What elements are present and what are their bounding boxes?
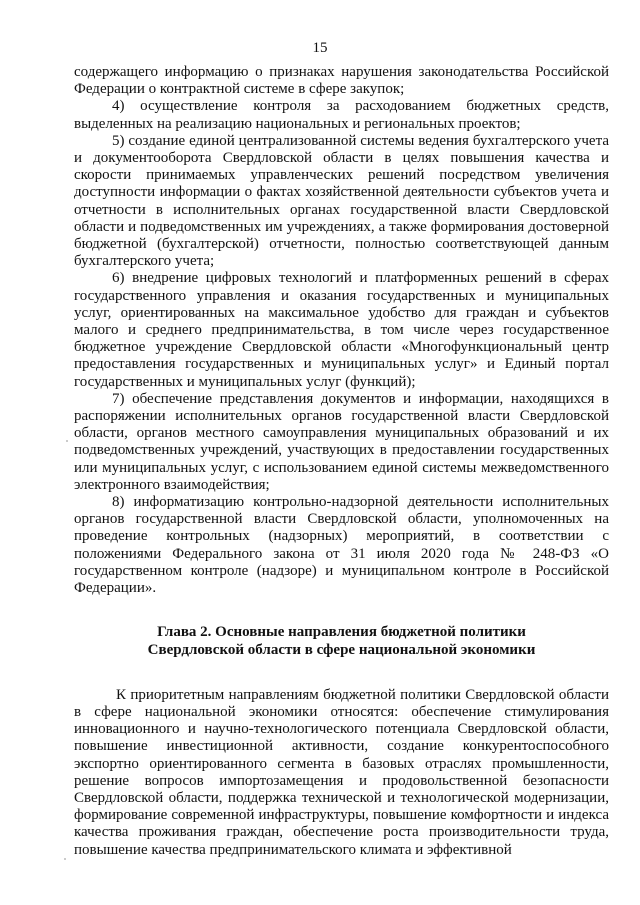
list-item-6: 6) внедрение цифровых технологий и платформенных решений в сферах государственного управления и оказания государственных и муниципальных услуг, ориентированных на максимальное удобство для граждан и субъектов малого и среднего предпринимательства, в том числе через государственное бюджетное учреждение Свердловской области «Многофункциональный центр предоставления государственных и муниципальных услуг» и Единый портал государственных и муниципальных услуг (функций); — [74, 270, 609, 390]
chapter-heading-line-2: Свердловской области в сфере национальной экономики — [147, 641, 536, 658]
list-item-4: 4) осуществление контроля за расходованием бюджетных средств, выделенных на реализацию национальных и региональных проектов; — [74, 98, 609, 132]
page-number: 15 — [312, 40, 328, 56]
list-item-7: 7) обеспечение представления документов и информации, находящихся в распоряжении исполнительных органов государственной власти Свердловской области, органов местного самоуправления муниципальных образований и их подведомственных учреждений, участвующих в предоставлении государственных или муниципальных услуг, с использованием единой системы межведомственного электронного взаимодействия; — [74, 390, 609, 493]
chapter-heading — [74, 624, 609, 658]
document-body — [74, 64, 609, 859]
list-item-5: 5) создание единой централизованной системы ведения бухгалтерского учета и документооборота Свердловской области в целях повышения качества и скорости принимаемых управленческих решений посредством увеличения доступности информации о фактах хозяйственной деятельности субъектов учета и отчетности в исполнительных органах государственной власти Свердловской области и подведомственных им учреждениях, а также формирования достоверной бюджетной (бухгалтерской) отчетности, полностью соответствующей данным бухгалтерского учета; — [74, 132, 609, 270]
chapter-intro-paragraph: К приоритетным направлениям бюджетной политики Свердловской области в сфере национальной экономики относятся: обеспечение стимулирования инновационного и научно-технологического потенциала Свердловской области, повышение инвестиционной активности, создание конкурентоспособного экспортно ориентированного сегмента в базовых отраслях промышленности, решение вопросов импортозамещения и продовольственной безопасности Свердловской области, поддержка технической и технологической модернизации, формирование современной инфраструктуры, повышение комфортности и индекса качества проживания граждан, обеспечение роста производительности труда, повышение качества предпринимательского климата и эффективной — [74, 686, 609, 858]
list-item-8: 8) информатизацию контрольно-надзорной деятельности исполнительных органов государственной власти Свердловской области, уполномоченных на проведение контрольных (надзорных) мероприятий, в соответствии с положениями Федерального закона от 31 июля 2020 года № 248-ФЗ «О государственном контроле (надзоре) и муниципальном контроле в Российской Федерации». — [74, 494, 609, 597]
paragraph-continuation: содержащего информацию о признаках нарушения законодательства Российской Федерации о контрактной системе в сфере закупок; — [74, 64, 609, 98]
scan-speck — [64, 858, 66, 860]
chapter-heading-line-1: Глава 2. Основные направления бюджетной политики — [157, 624, 526, 641]
scan-speck — [66, 440, 68, 442]
